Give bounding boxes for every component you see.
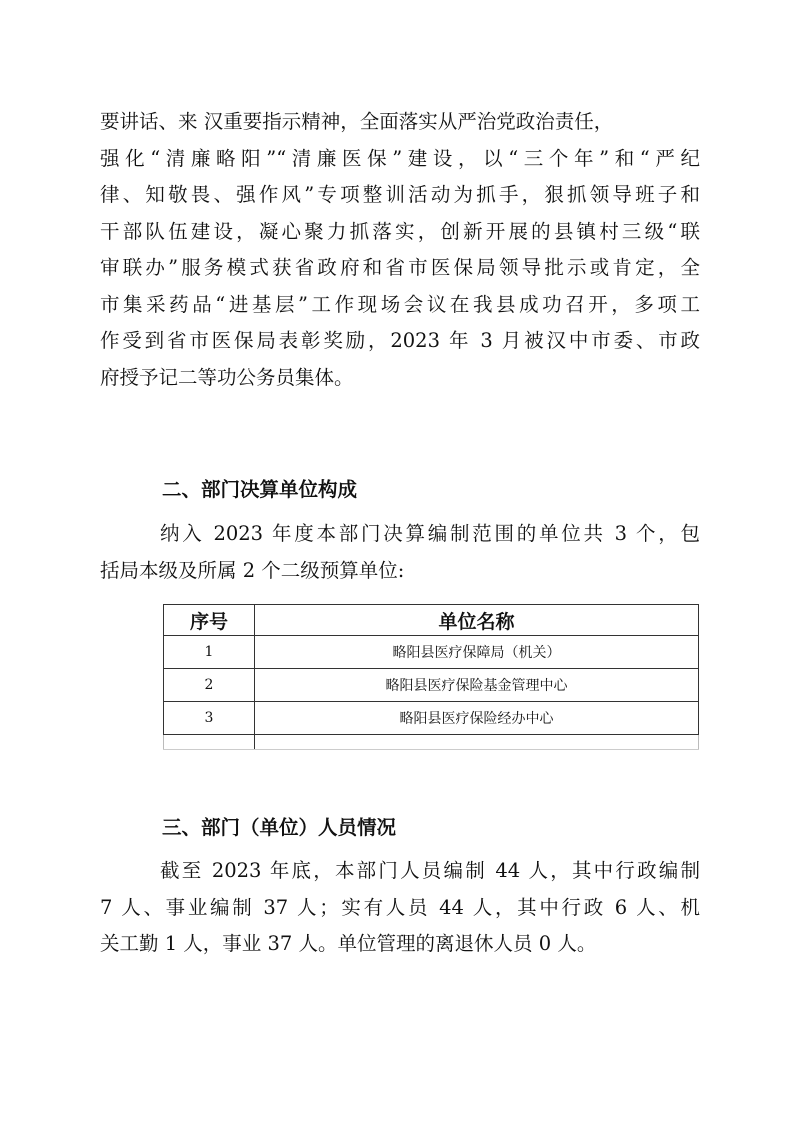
unit-table (163, 604, 699, 750)
table-empty-row (164, 735, 699, 750)
table-row (164, 702, 699, 735)
unit-name: 略阳县医疗保险基金管理中心 (255, 669, 699, 702)
unit-name: 略阳县医疗保险经办中心 (255, 702, 699, 735)
unit-name: 略阳县医疗保障局（机关） (255, 636, 699, 669)
empty-cell (255, 735, 699, 750)
row-number: 2 (164, 669, 255, 702)
text-line: 纳入 2023 年度本部门决算编制范围的单位共 3 个，包 (160, 522, 700, 545)
text-line: 府授予记二等功公务员集体。 (100, 365, 354, 389)
text-line: 干部队伍建设，凝心聚力抓落实，创新开展的县镇村三级“联 (100, 219, 700, 243)
text-line: 截至 2023 年底，本部门人员编制 44 人，其中行政编制 (160, 859, 700, 882)
row-number: 3 (164, 702, 255, 735)
text-line: 7 人、事业编制 37 人；实有人员 44 人，其中行政 6 人、机 (100, 895, 700, 919)
text-line: 要讲话、来 汉重要指示精神，全面落实从严治党政治责任， (100, 110, 614, 133)
text-line: 市集采药品“进基层”工作现场会议在我县成功召开，多项工 (100, 292, 700, 316)
unit-composition-paragraph (100, 516, 700, 589)
table-row (164, 669, 699, 702)
text-line: 律、知敬畏、强作风”专项整训活动为抓手，狠抓领导班子和 (100, 183, 700, 206)
column-header-unit-name: 单位名称 (255, 605, 699, 636)
text-line: 关工勤 1 人，事业 37 人。单位管理的离退休人员 0 人。 (100, 932, 597, 955)
table-row (164, 636, 699, 669)
section-heading-staff: 三、部门（单位）人员情况 (162, 816, 397, 839)
empty-cell (164, 735, 255, 750)
intro-paragraph (100, 104, 700, 396)
section-heading-unit-composition: 二、部门决算单位构成 (162, 478, 358, 501)
row-number: 1 (164, 636, 255, 669)
text-line: 审联办”服务模式获省政府和省市医保局领导批示或肯定，全 (100, 256, 700, 279)
table-header-row (164, 605, 699, 636)
staff-paragraph (100, 853, 700, 963)
text-line: 强化“清廉略阳”“清廉医保”建设，以“三个年”和“严纪 (100, 146, 700, 170)
text-line: 括局本级及所属 2 个二级预算单位: (100, 558, 405, 582)
text-line: 作受到省市医保局表彰奖励，2023 年 3 月被汉中市委、市政 (100, 329, 700, 352)
column-header-number: 序号 (164, 605, 255, 636)
